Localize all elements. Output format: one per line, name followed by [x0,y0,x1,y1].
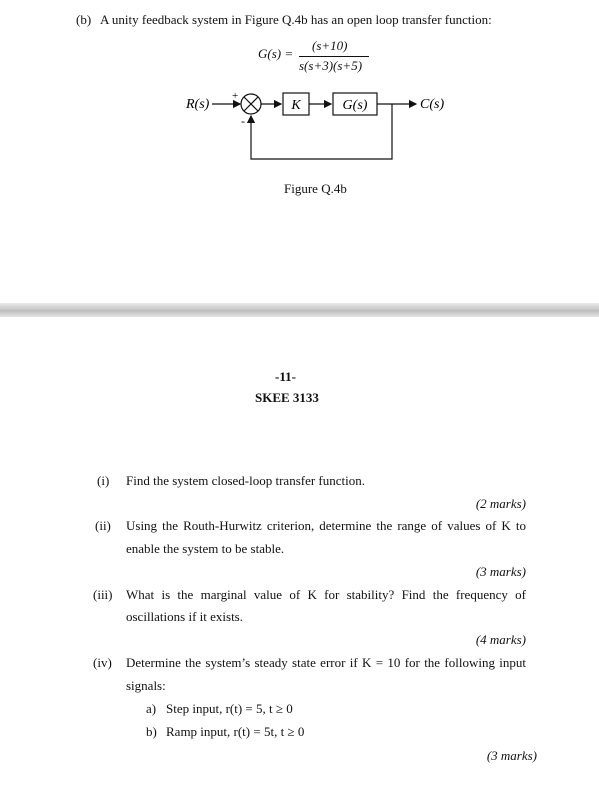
question-label: (iii) [93,587,113,602]
block-diagram [0,0,599,200]
equation-lhs: G(s) = [258,46,294,61]
question-label: (i) [97,473,110,488]
subitem-text: Ramp input, r(t) = 5t, t ≥ 0 [166,724,305,739]
subitem-label: b) [146,724,157,739]
course-code: SKEE 3133 [255,390,319,405]
marks-label: (3 marks) [486,748,537,763]
question-label: (iv) [93,655,112,670]
marks-label: (3 marks) [475,564,526,579]
part-intro-text: A unity feedback system in Figure Q.4b has an open loop transfer function: [100,12,492,27]
part-label: (b) [76,12,92,27]
plant-label: G(s) [342,98,368,113]
page-number: -11- [275,369,296,384]
summing-junction-icon [241,94,261,114]
minus-sign: - [241,114,245,128]
equation-denominator: s(s+3)(s+5) [299,58,363,73]
question-text: Determine the system’s steady state error if K = 10 for the following input [126,655,526,670]
page-separator [0,303,599,317]
question-label: (ii) [95,518,111,533]
gain-label: K [291,98,301,113]
subitem-text: Step input, r(t) = 5, t ≥ 0 [166,701,293,716]
question-text: enable the system to be stable. [126,541,285,556]
equation-numerator: (s+10) [312,38,348,53]
question-text: Find the system closed-loop transfer function. [126,473,366,488]
input-label: R(s) [186,97,210,112]
question-text: What is the marginal value of K for stability? Find the frequency of [126,587,526,602]
marks-label: (4 marks) [475,632,526,647]
output-label: C(s) [420,97,445,112]
plus-sign: + [232,90,239,102]
question-text: Using the Routh-Hurwitz criterion, determine the range of values of K to [126,518,526,533]
question-text: signals: [126,678,166,693]
question-text: oscillations if it exists. [126,609,243,624]
marks-label: (2 marks) [475,496,526,511]
subitem-label: a) [146,701,157,716]
figure-caption: Figure Q.4b [284,181,347,196]
